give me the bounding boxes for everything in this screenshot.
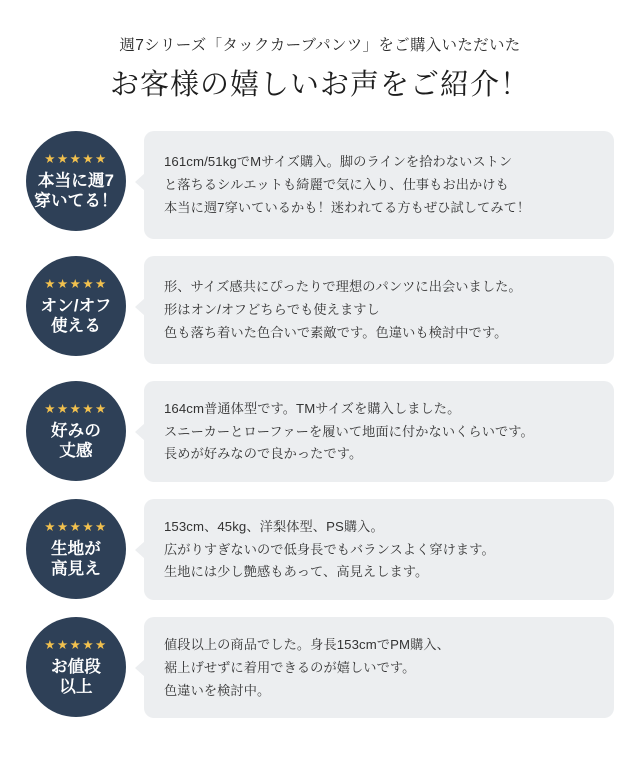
badge-label bbox=[40, 296, 111, 336]
review-line: 長めが好みなので良かったです。 bbox=[164, 446, 363, 462]
badge-label-line1: お値段 bbox=[50, 658, 102, 677]
review-text-bubble bbox=[144, 256, 614, 364]
review-badge bbox=[26, 131, 126, 231]
review-badge bbox=[26, 256, 126, 356]
list-item bbox=[26, 131, 614, 239]
badge-label-line2: 使える bbox=[50, 317, 102, 336]
badge-label bbox=[51, 421, 101, 461]
review-text-bubble bbox=[144, 131, 614, 239]
review-line: 形、サイズ感共にぴったりで理想のパンツに出会いました。 bbox=[164, 279, 522, 295]
badge-label-line1: 本当に週7 bbox=[37, 172, 115, 191]
badge-label-line1: オン/オフ bbox=[40, 297, 112, 316]
badge-label-line1: 好みの bbox=[50, 422, 102, 441]
review-list bbox=[26, 131, 614, 718]
review-line: 本当に週7穿いているかも！迷われてる方もぜひ試してみて！ bbox=[164, 199, 531, 215]
badge-label-line2: 以上 bbox=[59, 678, 93, 697]
review-badge bbox=[26, 381, 126, 481]
review-line: と落ちるシルエットも綺麗で気に入り、仕事もお出かけも bbox=[164, 177, 509, 193]
badge-label-line2: 丈感 bbox=[59, 442, 93, 461]
review-line: 164cm普通体型です。TMサイズを購入しました。 bbox=[164, 400, 461, 416]
review-line: 153cm、45kg、洋梨体型、PS購入。 bbox=[164, 519, 384, 535]
star-rating-icon: ★★★★★ bbox=[44, 637, 108, 652]
star-rating-icon: ★★★★★ bbox=[44, 519, 108, 534]
review-line: 161cm/51kgでMサイズ購入。脚のラインを拾わないストン bbox=[164, 154, 513, 170]
list-item bbox=[26, 499, 614, 600]
review-line: 色違いを検討中。 bbox=[164, 682, 271, 698]
page-title: お客様の嬉しいお声をご紹介！ bbox=[109, 69, 530, 102]
page-header bbox=[26, 0, 614, 105]
list-item bbox=[26, 381, 614, 482]
badge-label bbox=[51, 539, 101, 579]
badge-label bbox=[34, 171, 118, 211]
badge-label-line1: 生地が bbox=[50, 540, 102, 559]
review-line: 広がりすぎないので低身長でもバランスよく穿けます。 bbox=[164, 541, 495, 557]
review-text-bubble bbox=[144, 499, 614, 600]
review-line: 裾上げせずに着用できるのが嬉しいです。 bbox=[164, 659, 416, 675]
review-badge bbox=[26, 617, 126, 717]
review-badge bbox=[26, 499, 126, 599]
review-text-bubble bbox=[144, 381, 614, 482]
star-rating-icon: ★★★★★ bbox=[44, 276, 108, 291]
badge-label-line2: 穿いてる！ bbox=[34, 192, 118, 211]
star-rating-icon: ★★★★★ bbox=[44, 401, 108, 416]
review-line: 色も落ち着いた色合いで素敵です。色違いも検討中です。 bbox=[164, 324, 508, 340]
review-line: スニーカーとローファーを履いて地面に付かないくらいです。 bbox=[164, 423, 534, 439]
star-rating-icon: ★★★★★ bbox=[44, 151, 108, 166]
review-line: 値段以上の商品でした。身長153cmでPM購入、 bbox=[164, 637, 450, 653]
review-line: 形はオン/オフどちらでも使えますし bbox=[164, 302, 380, 318]
list-item bbox=[26, 617, 614, 718]
review-text-bubble bbox=[144, 617, 614, 718]
badge-label-line2: 高見え bbox=[50, 560, 102, 579]
review-line: 生地には少し艶感もあって、高見えします。 bbox=[164, 564, 429, 580]
badge-label bbox=[51, 657, 101, 697]
list-item bbox=[26, 256, 614, 364]
header-subtitle: 週7シリーズ「タックカーブパンツ」をご購入いただいた bbox=[119, 37, 521, 54]
